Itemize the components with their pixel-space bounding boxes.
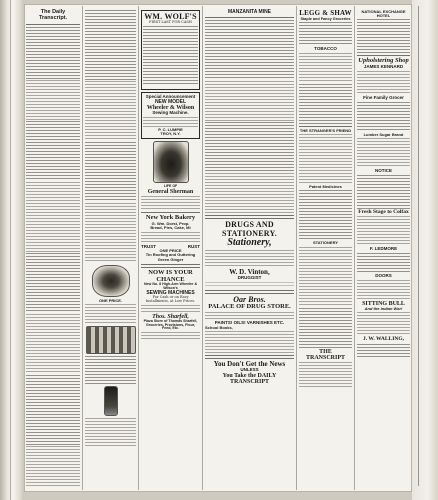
hotel-heading: NATIONAL EXCHANGE HOTEL: [361, 9, 406, 19]
legg-shaw: LEGG & SHAW: [299, 9, 352, 17]
news-heading: You Don't Get the News: [213, 359, 286, 368]
column-1: [24, 6, 82, 490]
newspaper-page: [24, 4, 412, 492]
palace-heading: PALACE OF DRUG STORE.: [208, 302, 291, 310]
column-3: WM. WOLF'S FIRST LAST FOR CASH Special Announcement NEW MODEL Wheeler & Wilson Sewing Machine. P. C. LUMPIE TROY, N.Y. LIFE OF General Sherman New York Bakery G. Wm. Dorst, Prop. Bread, Pies, Cake, Mi TRUST RUST ONE PRICE Tin Roofing and Guttering Green Ginger NOW IS YOUR CHANCE New No. 8 High-Arm Wheeler & Wilson's SEWING MACHINES For Cash or on Easy Installments, at Low Prices. Thos. Sharfell, Plaza Store of Thomas Sharfell, Groceries, Provisions, Flour, Feed, Etc.: [139, 6, 202, 490]
wolf-title: WM. WOLF'S: [144, 12, 197, 21]
bakery-title: New York Bakery: [145, 214, 196, 222]
figures-illustration: [86, 326, 136, 354]
column-5: LEGG & SHAW Staple and Fancy Groceries TOBACCO THE STRANGER'S FRIEND Patent Medicines STATIONERY THE TRANSCRIPT: [297, 6, 354, 490]
column-4: MANZANITA MINE DRUGS AND STATIONERY. Stationery, W. D. Vinton, DRUGGIST Oar Bros. PALACE OF DRUG STORE. PAINTS! OILS! VARNISHES ETC. School Books, You Don't Get the News UNLESS You Take the DAILY TRANSCRIPT: [203, 6, 296, 490]
vase-illustration: [92, 265, 130, 297]
wolf-ad: WM. WOLF'S FIRST LAST FOR CASH: [141, 10, 200, 90]
drugs-heading: DRUGS AND STATIONERY.: [222, 220, 277, 238]
mine-title: MANZANITA MINE: [227, 9, 272, 15]
binding-strip: [0, 0, 22, 500]
ad-one-price: ONE PRICE.: [98, 298, 123, 303]
bottle-illustration: [104, 386, 118, 416]
right-margin: [412, 0, 438, 500]
chance-title: NOW IS YOUR CHANCE: [148, 268, 193, 283]
column-2: [83, 6, 138, 490]
masthead: The Daily Transcript.: [38, 9, 68, 21]
transcript-heading: THE TRANSCRIPT: [305, 348, 345, 361]
sherman-title: General Sherman: [147, 189, 194, 196]
portrait-illustration: [153, 141, 189, 183]
column-6: NATIONAL EXCHANGE HOTEL Upholstering Shop JAMES KENNARD Fine Family Grocer Lumber Sugar Brand NOTICE Fresh Stage to Colfax F. LEDMORE DOORS SITTING BULL And the Indian War! J. W. WALLING,: [355, 6, 412, 490]
sewing-ad: Special Announcement NEW MODEL Wheeler & Wilson Sewing Machine. P. C. LUMPIE TROY, N.Y.: [141, 92, 200, 139]
